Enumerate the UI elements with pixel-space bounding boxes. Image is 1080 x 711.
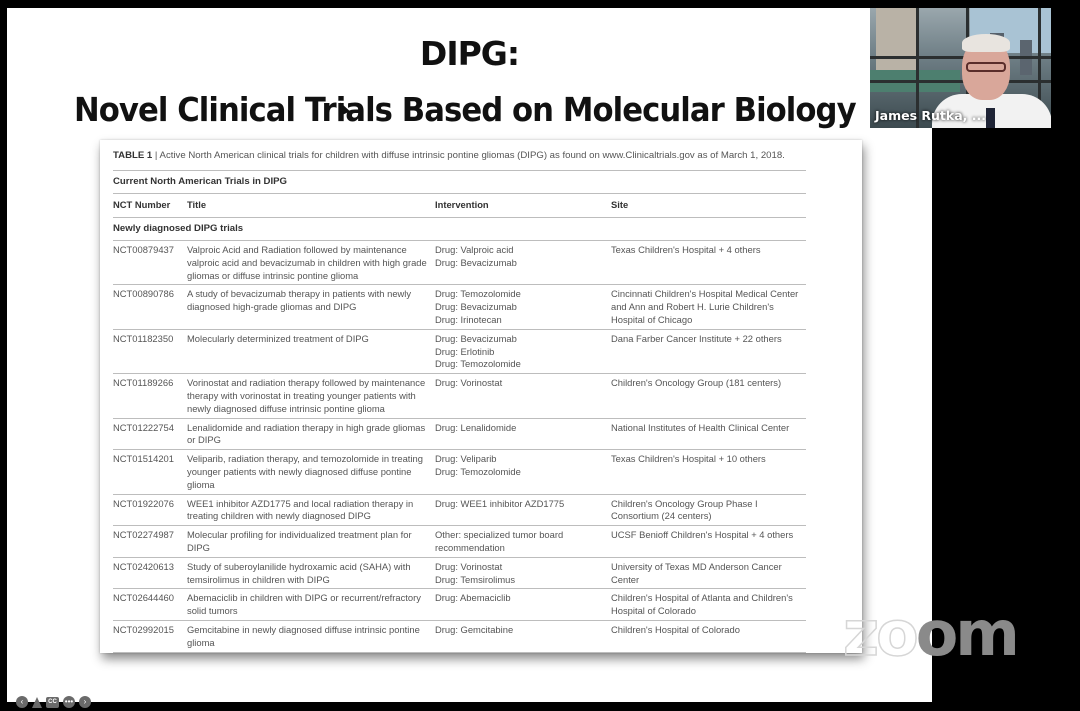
intervention-item: Drug: Temozolomide	[435, 288, 521, 300]
zoom-watermark-logo	[843, 597, 1017, 670]
site-item: Dana Farber Cancer Institute + 22 others	[611, 332, 782, 344]
cell-intervention	[435, 498, 611, 524]
cell-nct-number: NCT01189266	[113, 377, 174, 389]
table-row	[113, 526, 806, 558]
site-item: Texas Children's Hospital + 4 others	[611, 244, 761, 255]
site-item: University of Texas MD Anderson Cancer Center	[611, 560, 782, 585]
cell-title: Gemcitabine in newly diagnosed diffuse intrinsic pontine glioma	[187, 623, 420, 648]
cell-nct-number: NCT01182350	[113, 332, 174, 344]
table-subsection-title: Newly diagnosed DIPG trials	[113, 218, 806, 241]
cell-site	[611, 422, 806, 448]
cell-title: Lenalidomide and radiation therapy in high grade gliomas or DIPG	[187, 421, 426, 446]
cell-title: Study of suberoylanilide hydroxamic acid (SAHA) with temsirolimus in children with DIPG	[187, 560, 411, 585]
slide-title-line2: Novel Clinical Trials Based on Molecular Biology	[74, 90, 856, 129]
cell-intervention	[435, 592, 611, 618]
zoom-watermark-light: zo	[843, 597, 916, 670]
intervention-item: Drug: WEE1 inhibitor AZD1775	[435, 497, 565, 509]
column-header-nct: NCT Number	[113, 199, 171, 210]
cell-title: Abemaciclib in children with DIPG or recurrent/refractory solid tumors	[187, 592, 421, 617]
table-row	[113, 330, 806, 374]
cell-site	[611, 561, 806, 587]
cell-title: Valproic Acid and Radiation followed by maintenance valproic acid and bevacizumab in children with high grade gliomas or diffuse intrinsic pontine glioma	[187, 244, 427, 281]
slide-controls	[16, 696, 91, 708]
participant-hair	[962, 34, 1010, 52]
intervention-item: Drug: Temozolomide	[435, 465, 521, 477]
table-row	[113, 495, 806, 527]
cell-site	[611, 377, 806, 415]
participant-tie	[986, 108, 995, 128]
intervention-item: Drug: Lenalidomide	[435, 421, 517, 433]
cell-intervention	[435, 453, 611, 491]
site-item: Children's Oncology Group (181 centers)	[611, 377, 782, 389]
table-row	[113, 450, 806, 494]
cell-nct-number: NCT02274987	[113, 529, 174, 541]
cell-title: A study of bevacizumab therapy in patients with newly diagnosed high-grade gliomas and DIPG	[187, 288, 412, 313]
window-frame	[870, 56, 1051, 59]
cell-title: WEE1 inhibitor AZD1775 and local radiation therapy in treating children with newly diagnosed DIPG	[187, 497, 414, 522]
intervention-item: Drug: Bevacizumab	[435, 332, 517, 344]
table-body	[113, 241, 806, 653]
table-row	[113, 558, 806, 590]
cell-nct-number: NCT00879437	[113, 244, 174, 255]
cell-intervention	[435, 561, 611, 587]
intervention-item: Drug: Gemcitabine	[435, 623, 514, 635]
participant-name-label: James Rutka, ...	[875, 108, 986, 123]
intervention-item: Drug: Bevacizumab	[435, 301, 517, 313]
intervention-item: Drug: Abemaciclib	[435, 592, 511, 604]
cell-site	[611, 592, 806, 618]
intervention-item: Drug: Temozolomide	[435, 358, 521, 370]
intervention-item: Drug: Temsirolimus	[435, 573, 516, 585]
table-row	[113, 589, 806, 621]
site-item: UCSF Benioff Children's Hospital + 4 others	[611, 529, 794, 541]
table-header-row	[113, 194, 806, 218]
table-caption-text: | Active North American clinical trials for children with diffuse intrinsic pontine gliomas (DIPG) as found on www.Clinicaltrials.gov as of March 1, 2018.	[152, 150, 785, 161]
cell-title: Molecularly determinized treatment of DIPG	[187, 332, 369, 344]
cell-intervention	[435, 288, 611, 326]
cell-site	[611, 624, 806, 650]
cell-site	[611, 498, 806, 524]
cell-site	[611, 529, 806, 555]
site-item: National Institutes of Health Clinical Center	[611, 421, 790, 433]
cell-title: Veliparib, radiation therapy, and temozolomide in treating younger patients with newly diagnosed diffuse pontine glioma	[187, 453, 423, 490]
zoom-watermark-dark: om	[915, 597, 1017, 670]
closed-caption-button[interactable]: CC	[46, 697, 59, 708]
site-item: Texas Children's Hospital + 10 others	[611, 453, 766, 465]
table-row	[113, 241, 806, 285]
cell-site	[611, 333, 806, 371]
site-item: Children's Oncology Group Phase I Consortium (24 centers)	[611, 497, 758, 522]
cell-site	[611, 244, 806, 282]
site-item: Children's Hospital of Atlanta and Children's Hospital of Colorado	[611, 592, 793, 617]
clinical-trials-table	[113, 148, 806, 653]
table-row	[113, 419, 806, 451]
table-section-title: Current North American Trials in DIPG	[113, 171, 806, 194]
site-item: Children's Hospital of Colorado	[611, 623, 740, 635]
cell-nct-number: NCT01514201	[113, 453, 174, 465]
video-building	[876, 8, 916, 78]
intervention-item: Drug: Vorinostat	[435, 377, 503, 389]
participant-glasses	[966, 62, 1006, 72]
cell-nct-number: NCT01922076	[113, 497, 174, 509]
participant-video-tile[interactable]	[870, 8, 1051, 128]
intervention-item: Drug: Erlotinib	[435, 345, 495, 357]
window-frame	[870, 80, 1051, 83]
table-row	[113, 621, 806, 653]
cell-nct-number: NCT02992015	[113, 623, 174, 635]
cell-intervention	[435, 422, 611, 448]
slide-title-line1: DIPG:	[419, 34, 520, 73]
table-row	[113, 285, 806, 329]
intervention-item: Drug: Valproic acid	[435, 244, 514, 255]
pointer-icon[interactable]	[32, 697, 42, 708]
more-options-icon[interactable]: •••	[64, 697, 74, 706]
previous-slide-icon[interactable]: ‹	[16, 696, 28, 708]
intervention-item: Drug: Irinotecan	[435, 313, 502, 325]
shared-slide	[7, 8, 932, 706]
table-card	[100, 140, 862, 653]
cell-intervention	[435, 333, 611, 371]
cell-intervention	[435, 244, 611, 282]
cell-intervention	[435, 529, 611, 555]
column-header-site: Site	[611, 199, 629, 210]
cell-intervention	[435, 624, 611, 650]
column-header-title: Title	[187, 199, 207, 210]
table-caption-label: TABLE 1	[113, 150, 153, 161]
cell-nct-number: NCT02644460	[113, 592, 174, 604]
slide-title	[7, 34, 932, 130]
cell-nct-number: NCT02420613	[113, 560, 174, 572]
cell-title: Vorinostat and radiation therapy followed by maintenance therapy with vorinostat in treating younger patients with newly diagnosed diffuse intrinsic pontine glioma	[187, 377, 426, 414]
cell-title: Molecular profiling for individualized treatment plan for DIPG	[187, 529, 412, 553]
cell-nct-number: NCT00890786	[113, 288, 174, 300]
intervention-item: Drug: Vorinostat	[435, 560, 503, 572]
intervention-item: Other: specialized tumor board recommendation	[435, 529, 564, 553]
cell-site	[611, 288, 806, 326]
table-row	[113, 374, 806, 418]
column-header-intervention: Intervention	[435, 199, 489, 210]
site-item: Cincinnati Children's Hospital Medical Center and Ann and Robert H. Lurie Children's Hospital of Chicago	[611, 288, 799, 325]
cell-intervention	[435, 377, 611, 415]
table-caption	[113, 148, 806, 171]
intervention-item: Drug: Bevacizumab	[435, 256, 517, 268]
cell-site	[611, 453, 806, 491]
next-slide-icon[interactable]: ›	[79, 696, 91, 708]
cell-nct-number: NCT01222754	[113, 421, 174, 433]
intervention-item: Drug: Veliparib	[435, 453, 497, 465]
